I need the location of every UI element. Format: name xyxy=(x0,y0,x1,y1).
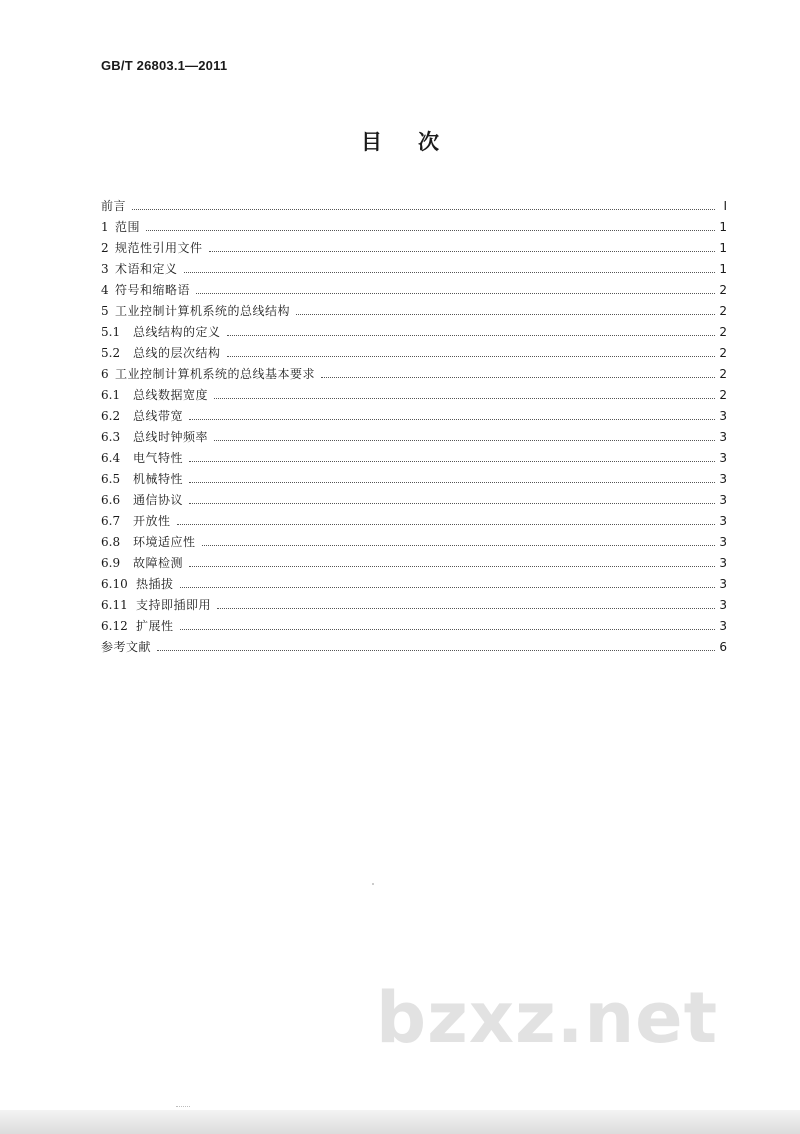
toc-entry-title: 支持即插即用 xyxy=(136,598,212,612)
toc-entry-number: 6.4 xyxy=(101,451,121,465)
toc-dot-leader xyxy=(227,335,715,336)
toc-entry-number: 6 xyxy=(101,367,109,381)
toc-entry[interactable] xyxy=(101,486,727,507)
toc-entry-title: 扩展性 xyxy=(136,619,174,633)
toc-dot-leader xyxy=(184,272,715,273)
toc-entry-page: 3 xyxy=(719,514,727,528)
toc-entry-number: 4 xyxy=(101,283,109,297)
toc-entry-title: 通信协议 xyxy=(133,493,184,507)
toc-entry-page: 2 xyxy=(719,367,727,381)
toc-entry-number: 6.5 xyxy=(101,472,121,486)
toc-entry-title: 总线带宽 xyxy=(133,409,184,423)
toc-entry[interactable] xyxy=(101,570,727,591)
toc-dot-leader xyxy=(132,209,715,210)
toc-dot-leader xyxy=(296,314,715,315)
toc-entry[interactable] xyxy=(101,402,727,423)
toc-entry-page: 3 xyxy=(719,577,727,591)
toc-entry-number: 6.11 xyxy=(101,598,128,612)
toc-entry[interactable] xyxy=(101,549,727,570)
toc-dot-leader xyxy=(214,398,715,399)
toc-entry-number: 6.10 xyxy=(101,577,128,591)
toc-entry-page: 1 xyxy=(719,262,727,276)
toc-entry-number: 5.2 xyxy=(101,346,121,360)
toc-entry-number: 1 xyxy=(101,220,109,234)
toc-entry[interactable] xyxy=(101,381,727,402)
toc-entry-title: 总线的层次结构 xyxy=(133,346,221,360)
toc-entry-page: 2 xyxy=(719,388,727,402)
toc-dot-leader xyxy=(321,377,715,378)
toc-entry[interactable] xyxy=(101,612,727,633)
toc-entry[interactable] xyxy=(101,318,727,339)
toc-entry-number: 3 xyxy=(101,262,109,276)
toc-entry-page: 3 xyxy=(719,556,727,570)
toc-entry-page: 6 xyxy=(719,640,727,654)
toc-entry-title: 参考文献 xyxy=(101,640,152,654)
toc-entry-page: 3 xyxy=(719,472,727,486)
toc-dot-leader xyxy=(189,482,715,483)
toc-entry-number: 6.3 xyxy=(101,430,121,444)
toc-entry[interactable] xyxy=(101,192,727,213)
toc-entry-title: 范围 xyxy=(115,220,141,234)
toc-entry[interactable] xyxy=(101,528,727,549)
toc-entry-title: 规范性引用文件 xyxy=(115,241,203,255)
toc-entry-title: 工业控制计算机系统的总线结构 xyxy=(115,304,291,318)
toc-entry-title: 术语和定义 xyxy=(115,262,178,276)
toc-entry-page: 2 xyxy=(719,325,727,339)
toc-dot-leader xyxy=(202,545,715,546)
toc-dot-leader xyxy=(177,524,715,525)
toc-entry[interactable] xyxy=(101,444,727,465)
toc-entry-title: 电气特性 xyxy=(133,451,184,465)
toc-dot-leader xyxy=(189,461,715,462)
page-title: 目次 xyxy=(361,129,475,154)
toc-dot-leader xyxy=(209,251,715,252)
toc-entry-title: 故障检测 xyxy=(133,556,184,570)
toc-entry-title: 总线时钟频率 xyxy=(133,430,209,444)
toc-dot-leader xyxy=(157,650,715,651)
toc-entry-number: 6.9 xyxy=(101,556,121,570)
watermark-logo: bzxz.net xyxy=(376,977,719,1059)
toc-dot-leader xyxy=(189,566,715,567)
toc-entry-page: 3 xyxy=(719,535,727,549)
toc-entry-number: 6.1 xyxy=(101,388,121,402)
toc-entry-page: 3 xyxy=(719,430,727,444)
toc-entry-title: 开放性 xyxy=(133,514,171,528)
toc-dot-leader xyxy=(214,440,715,441)
toc-entry-title: 总线数据宽度 xyxy=(133,388,209,402)
toc-entry-number: 6.8 xyxy=(101,535,121,549)
toc-entry[interactable] xyxy=(101,234,727,255)
toc-entry-title: 机械特性 xyxy=(133,472,184,486)
scan-speck xyxy=(372,883,374,885)
toc-entry-page: 1 xyxy=(719,241,727,255)
toc-dot-leader xyxy=(217,608,715,609)
toc-entry-page: 3 xyxy=(719,409,727,423)
toc-dot-leader xyxy=(189,419,715,420)
toc-entry-page: 3 xyxy=(719,598,727,612)
page-bottom-edge xyxy=(0,1110,800,1134)
toc-entry-number: 5.1 xyxy=(101,325,121,339)
toc-entry-number: 6.2 xyxy=(101,409,121,423)
toc-entry[interactable] xyxy=(101,339,727,360)
toc-entry-page: 3 xyxy=(719,619,727,633)
toc-entry-title: 符号和缩略语 xyxy=(115,283,191,297)
toc-entry[interactable] xyxy=(101,423,727,444)
toc-entry-number: 5 xyxy=(101,304,109,318)
toc-entry-page: 3 xyxy=(719,493,727,507)
toc-entry-title: 工业控制计算机系统的总线基本要求 xyxy=(115,367,316,381)
toc-entry-page: 2 xyxy=(719,283,727,297)
toc-entry-page: 2 xyxy=(719,346,727,360)
toc-entry[interactable] xyxy=(101,360,727,381)
toc-dot-leader xyxy=(146,230,715,231)
toc-entry-page: 3 xyxy=(719,451,727,465)
toc-entry[interactable] xyxy=(101,507,727,528)
toc-entry[interactable] xyxy=(101,297,727,318)
toc-entry-title: 环境适应性 xyxy=(133,535,196,549)
toc-entry-number: 6.12 xyxy=(101,619,128,633)
toc-dot-leader xyxy=(189,503,715,504)
toc-entry[interactable] xyxy=(101,633,727,654)
toc-entry-page: Ⅰ xyxy=(723,199,727,213)
toc-dot-leader xyxy=(180,587,715,588)
toc-entry-page: 1 xyxy=(719,220,727,234)
toc-entry-title: 热插拔 xyxy=(136,577,174,591)
toc-entry-number: 6.7 xyxy=(101,514,121,528)
toc-entry[interactable] xyxy=(101,276,727,297)
toc-entry[interactable] xyxy=(101,465,727,486)
toc-entry-title: 前言 xyxy=(101,199,127,213)
toc-entry[interactable] xyxy=(101,591,727,612)
toc-dot-leader xyxy=(196,293,715,294)
scan-specks xyxy=(176,1106,190,1109)
toc-dot-leader xyxy=(227,356,715,357)
toc-entry[interactable] xyxy=(101,213,727,234)
toc-entry-number: 6.6 xyxy=(101,493,121,507)
toc-dot-leader xyxy=(180,629,715,630)
document-code: GB/T 26803.1—2011 xyxy=(101,58,228,73)
toc-entry[interactable] xyxy=(101,255,727,276)
table-of-contents xyxy=(101,192,727,654)
toc-entry-number: 2 xyxy=(101,241,109,255)
toc-entry-title: 总线结构的定义 xyxy=(133,325,221,339)
toc-entry-page: 2 xyxy=(719,304,727,318)
